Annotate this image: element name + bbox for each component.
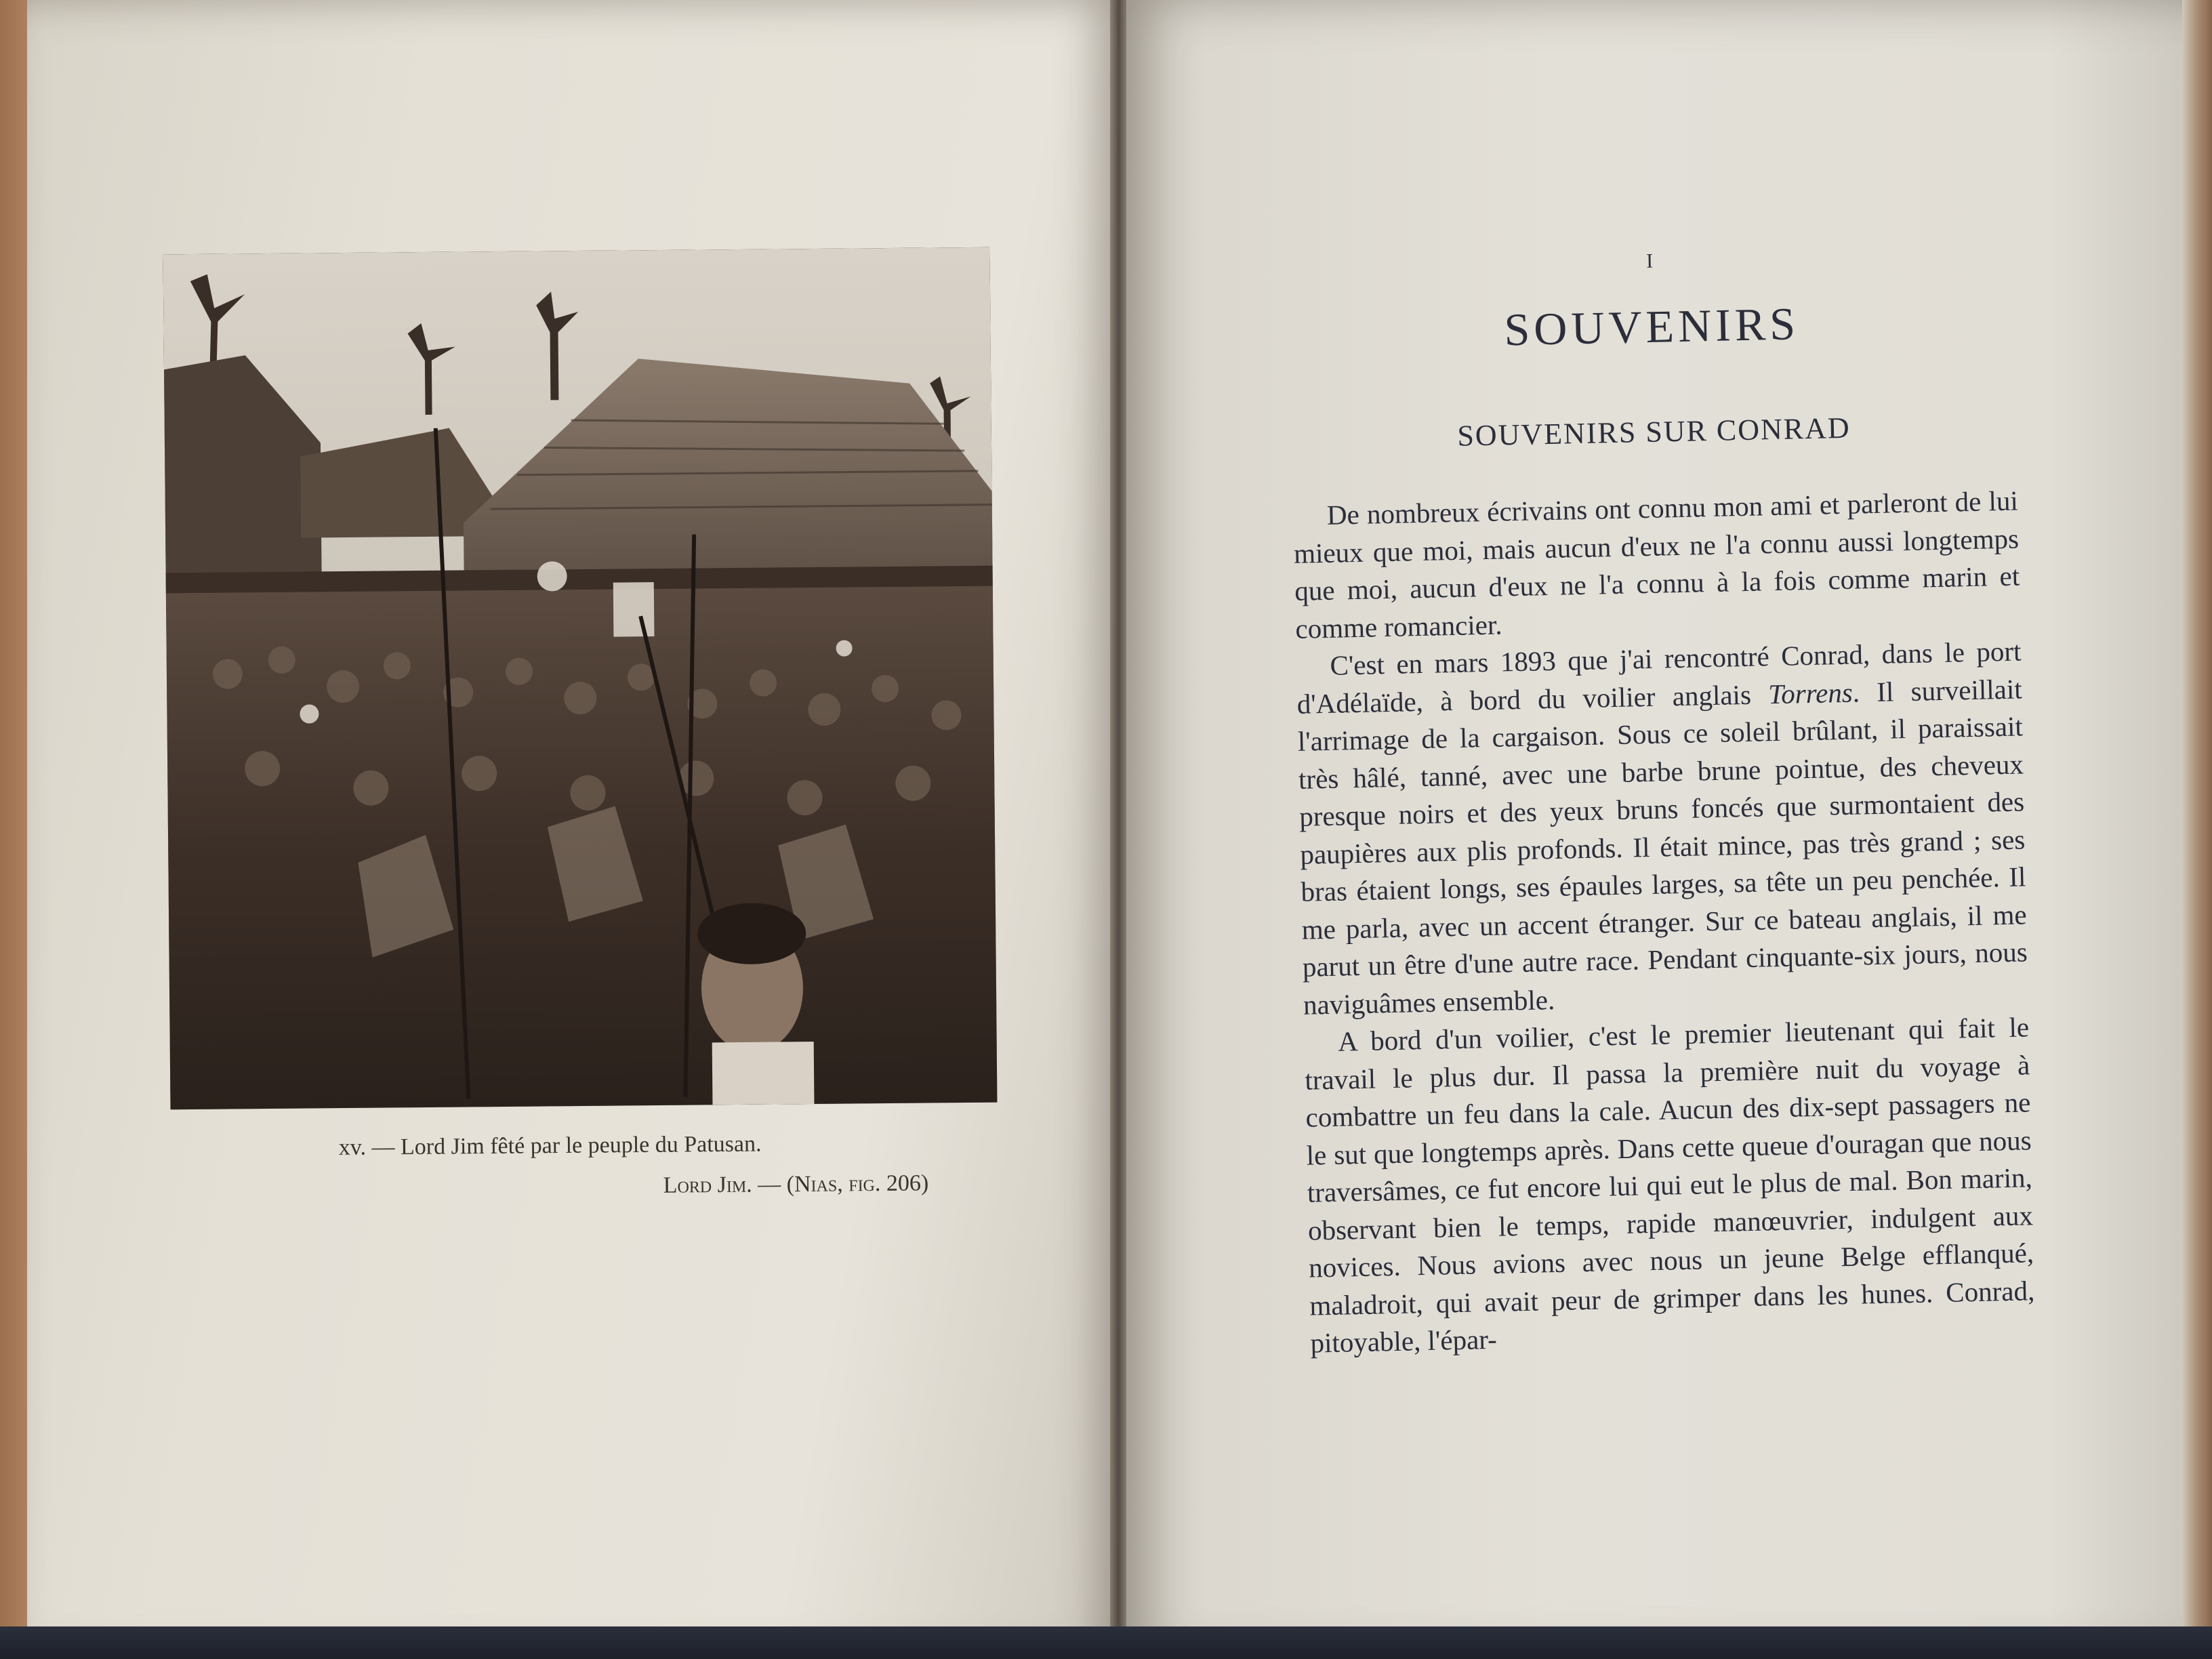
paragraph-1: De nombreux écrivains ont connu mon ami et parleront de lui mieux que moi, mais aucun d'eux ne l'a connu aussi longtemps que moi, aucun d'eux ne l'a connu à la fois comme marin et comme romancier. <box>1293 485 2020 644</box>
chapter-number: I <box>1645 249 1655 272</box>
paragraph-2-end: . Il surveillait l'arrimage de la cargaison. Sous ce soleil brûlant, il paraissait très hâlé, tanné, avec une barbe brune pointue, des cheveux presque noirs et des yeux bruns foncés que surmontaient des paupières aux plis profonds. Il était mince, pas très grand ; ses bras étaient longs, ses épaules larges, sa tête un peu penchée. Il me parla, avec un accent étranger. Sur ce bateau anglais, il me parut un être d'une autre race. Pendant cinquante-six jours, nous naviguâmes ensemble. <box>1297 672 2028 1021</box>
paragraph-3: A bord d'un voilier, c'est le premier lieutenant qui fait le travail le plus dur. Il passa la première nuit du voyage à combattre un feu dans la cale. Aucun des dix-sept passagers ne le sut que longtemps après. Dans cette queue d'ouragan que nous traversâmes, ce fut encore lui qui eut le plus de mal. Bon marin, observant bien le temps, rapide manœuvrier, indulgent aux novices. Nous avions avec nous un jeune Belge efflanqué, maladroit, qui avait peur de grimper dans les hunes. Conrad, pitoyable, l'épar- <box>1304 1011 2035 1359</box>
paragraph-2 <box>1296 632 2028 1023</box>
book-gutter <box>1110 0 1126 1659</box>
caption-line-1: xv. — Lord Jim fêté par le peuple du Patusan. <box>338 1131 762 1160</box>
ship-name: Torrens <box>1767 676 1853 710</box>
photo-caption <box>338 1122 949 1209</box>
chapter-text <box>1288 243 2036 1363</box>
page-edge <box>2182 0 2212 1659</box>
village-crowd-photograph <box>163 247 998 1110</box>
chapter-title: SOUVENIRS <box>1503 298 1800 356</box>
table-surface <box>0 1626 2212 1659</box>
section-title: SOUVENIRS SUR CONRAD <box>1456 411 1851 453</box>
paragraph-2-start: C'est en mars 1893 que j'ai rencontré Conrad, dans le port d'Adélaïde, à bord du voilier anglais <box>1296 635 2022 720</box>
caption-line-2: Lord Jim. — (Nias, fig. 206) <box>663 1170 929 1198</box>
